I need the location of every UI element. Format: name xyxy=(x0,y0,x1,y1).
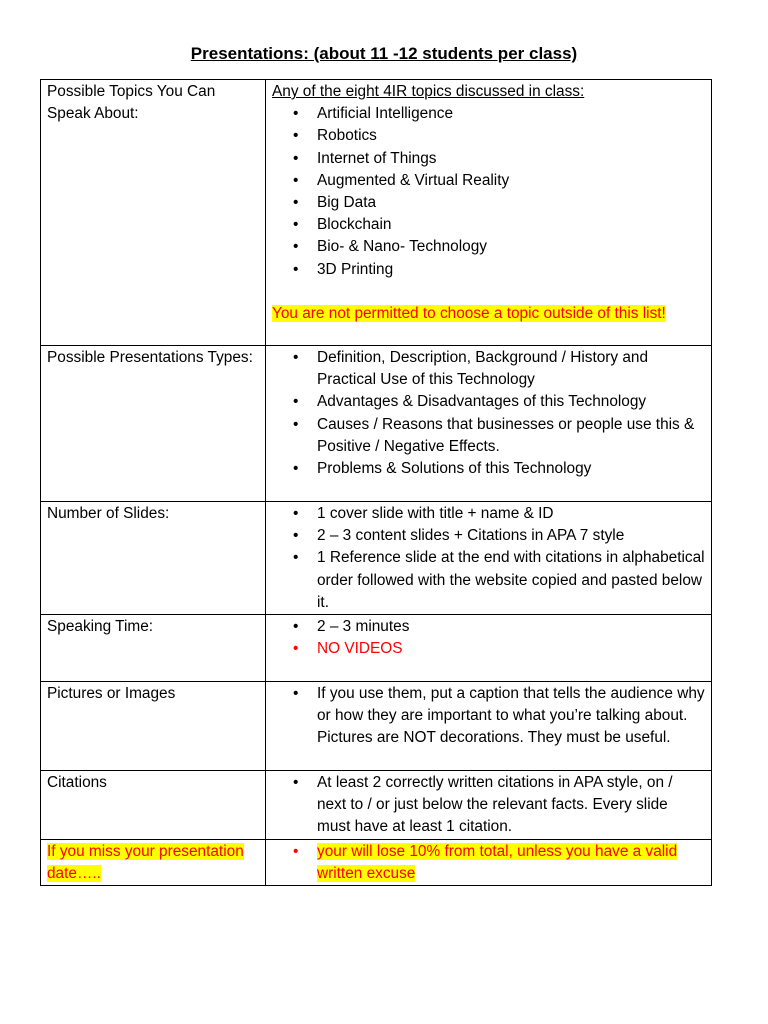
list-item: • 2 – 3 content slides + Citations in APA 7 style xyxy=(272,525,705,547)
topics-intro: Any of the eight 4IR topics discussed in class: xyxy=(272,83,585,100)
table-row-pictures xyxy=(41,682,712,771)
table-row-missed-date xyxy=(41,839,712,885)
list-item: • 2 – 3 minutes xyxy=(272,616,705,638)
types-list xyxy=(272,347,705,480)
list-item: • 3D Printing xyxy=(272,259,705,281)
list-item: • Blockchain xyxy=(272,214,705,236)
list-item: • If you use them, put a caption that tells the audience why or how they are important to what you’re talking about. Pictures are NOT decorations. They must be useful. xyxy=(272,683,705,750)
warning-text: You are not permitted to choose a topic outside of this list! xyxy=(272,304,666,322)
list-item xyxy=(272,841,705,885)
topics-list xyxy=(272,103,705,281)
list-item: • Internet of Things xyxy=(272,148,705,170)
list-item: • 1 Reference slide at the end with citations in alphabetical order followed with the website copied and pasted below it. xyxy=(272,547,705,614)
list-item: • Bio- & Nano- Technology xyxy=(272,236,705,258)
list-item: • Definition, Description, Background / History and Practical Use of this Technology xyxy=(272,347,705,391)
topic-restriction-warning xyxy=(272,303,705,325)
list-item: • Robotics xyxy=(272,125,705,147)
list-item: • Problems & Solutions of this Technology xyxy=(272,458,705,480)
list-item: • Big Data xyxy=(272,192,705,214)
row-label-slides: Number of Slides: xyxy=(41,502,266,615)
list-item: • 1 cover slide with title + name & ID xyxy=(272,503,705,525)
row-content-speaking-time xyxy=(266,615,712,682)
row-label-types: Possible Presentations Types: xyxy=(41,346,266,502)
row-label-topics: Possible Topics You Can Speak About: xyxy=(41,80,266,346)
table-row-slides xyxy=(41,502,712,615)
list-item: • Advantages & Disadvantages of this Technology xyxy=(272,391,705,413)
list-item: • At least 2 correctly written citations in APA style, on / next to / or just below the relevant facts. Every slide must have at least 1 citation. xyxy=(272,772,705,839)
row-content-slides xyxy=(266,502,712,615)
pictures-list xyxy=(272,683,705,750)
row-content-pictures xyxy=(266,682,712,771)
row-label-citations: Citations xyxy=(41,771,266,840)
slides-list xyxy=(272,503,705,614)
list-item: • Causes / Reasons that businesses or people use this & Positive / Negative Effects. xyxy=(272,414,705,458)
no-videos-warning: • NO VIDEOS xyxy=(272,638,705,660)
missed-date-label: If you miss your presentation date….. xyxy=(47,842,244,882)
citations-list xyxy=(272,772,705,839)
list-item: • Augmented & Virtual Reality xyxy=(272,170,705,192)
row-label-pictures: Pictures or Images xyxy=(41,682,266,771)
row-content-types xyxy=(266,346,712,502)
page-title: Presentations: (about 11 -12 students per class) xyxy=(190,44,578,63)
row-content-citations xyxy=(266,771,712,840)
row-content-missed-date xyxy=(266,839,712,885)
table-row-citations xyxy=(41,771,712,840)
row-label-speaking-time: Speaking Time: xyxy=(41,615,266,682)
row-label-missed-date xyxy=(41,839,266,885)
table-row-speaking-time xyxy=(41,615,712,682)
spacer xyxy=(272,281,705,303)
penalty-text: your will lose 10% from total, unless you have a valid written excuse xyxy=(317,842,678,882)
presentation-requirements-table xyxy=(40,79,712,886)
speaking-time-list xyxy=(272,616,705,660)
list-item: • Artificial Intelligence xyxy=(272,103,705,125)
row-content-topics xyxy=(266,80,712,346)
missed-date-list xyxy=(272,841,705,885)
table-row-topics xyxy=(41,80,712,346)
table-row-types xyxy=(41,346,712,502)
